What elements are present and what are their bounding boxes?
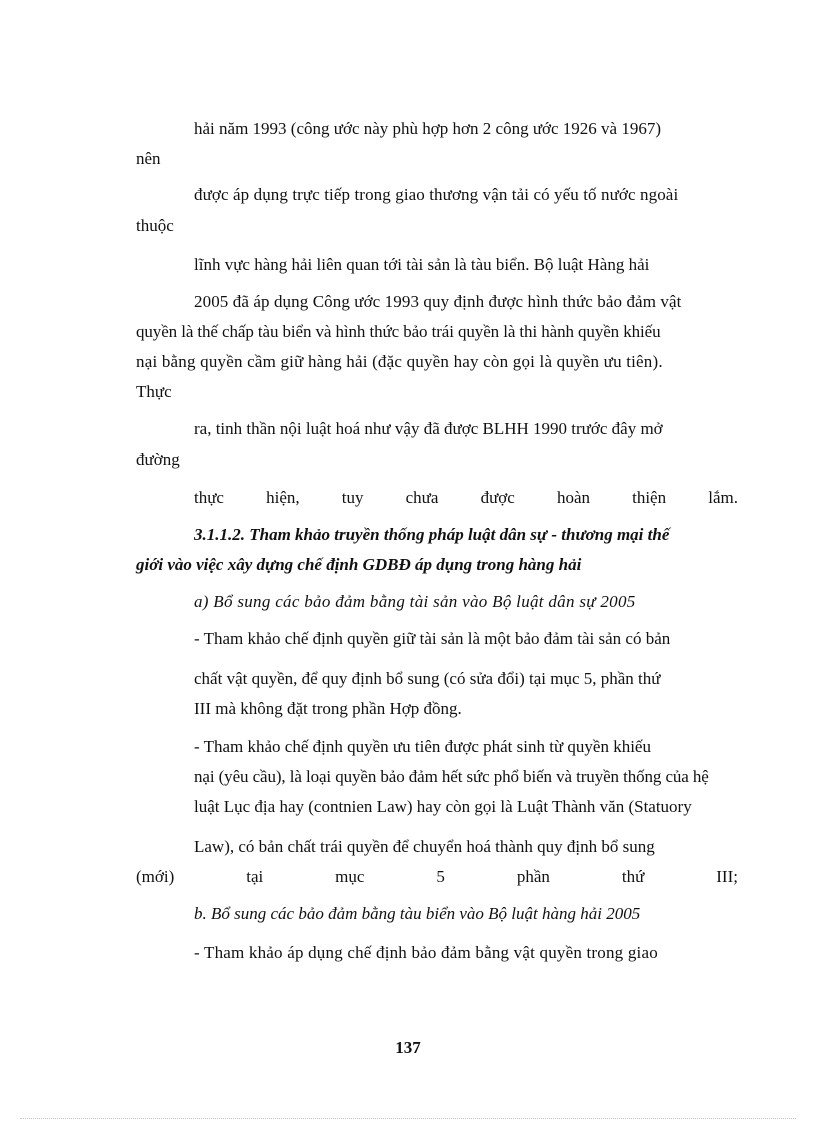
- word: III;: [716, 867, 738, 886]
- word: lắm.: [708, 488, 738, 507]
- justified-line: [194, 487, 738, 509]
- text-line: nại bằng quyền cầm giữ hàng hải (đặc quyền hay còn gọi là quyền ưu tiên).: [136, 352, 663, 371]
- subheading-a: a) Bổ sung các bảo đảm bằng tài sản vào Bộ luật dân sự 2005: [194, 592, 636, 611]
- paragraph-line: III mà không đặt trong phần Hợp đồng.: [194, 699, 462, 718]
- word: 5: [436, 867, 445, 886]
- text-line: đường: [136, 450, 180, 469]
- word: chưa: [405, 488, 439, 507]
- paragraph-line: chất vật quyền, để quy định bổ sung (có sửa đổi) tại mục 5, phần thứ: [194, 669, 661, 688]
- subheading-b: b. Bổ sung các bảo đảm bằng tàu biển vào Bộ luật hàng hải 2005: [194, 904, 641, 923]
- paragraph-line: - Tham khảo chế định quyền giữ tài sản là một bảo đảm tài sản có bản: [194, 629, 671, 648]
- text-line: [194, 118, 738, 140]
- paragraph-line: Law), có bản chất trái quyền để chuyển hoá thành quy định bổ sung: [194, 837, 655, 856]
- justified-line: [136, 866, 738, 888]
- text-line: 2005 đã áp dụng Công ước 1993 quy định được hình thức bảo đảm vật: [194, 292, 682, 311]
- word: thứ: [621, 867, 645, 886]
- text-line: được áp dụng trực tiếp trong giao thương vận tải có yếu tố nước ngoài: [194, 185, 679, 204]
- paragraph-line: nại (yêu cầu), là loại quyền bảo đảm hết sức phổ biến và truyền thống của hệ: [194, 767, 709, 786]
- word: mục: [335, 867, 365, 886]
- word: hiện,: [266, 488, 300, 507]
- page-divider: [20, 1118, 796, 1119]
- text-line: quyền là thế chấp tàu biển và hình thức bảo trái quyền là thi hành quyền khiếu: [136, 322, 661, 341]
- text-line: nên: [136, 149, 161, 168]
- word: phần: [516, 867, 550, 886]
- word: hoàn: [556, 488, 590, 507]
- word: tuy: [341, 488, 364, 507]
- section-heading: giới vào việc xây dựng chế định GDBĐ áp dụng trong hàng hải: [136, 555, 582, 574]
- text-line-content: hải năm 1993 (công ước này phù hợp hơn 2 công ước 1926 và 1967): [194, 119, 662, 138]
- word: thực: [194, 488, 224, 507]
- section-heading: 3.1.1.2. Tham khảo truyền thống pháp luật dân sự - thương mại thế: [194, 525, 670, 544]
- word: được: [480, 488, 515, 507]
- paragraph-line: - Tham khảo chế định quyền ưu tiên được phát sinh từ quyền khiếu: [194, 737, 651, 756]
- paragraph-line: - Tham khảo áp dụng chế định bảo đảm bằng vật quyền trong giao: [194, 943, 658, 962]
- word: thiện: [632, 488, 667, 507]
- word: tại: [246, 867, 264, 886]
- text-line: lĩnh vực hàng hải liên quan tới tài sản là tàu biển. Bộ luật Hàng hải: [194, 255, 650, 274]
- paragraph-line: luật Lục địa hay (contnien Law) hay còn gọi là Luật Thành văn (Statuory: [194, 797, 692, 816]
- text-line: Thực: [136, 382, 172, 401]
- word: (mới): [136, 867, 175, 886]
- text-line: thuộc: [136, 216, 174, 235]
- text-line: ra, tinh thần nội luật hoá như vậy đã được BLHH 1990 trước đây mở: [194, 419, 663, 438]
- page-number: 137: [395, 1038, 421, 1057]
